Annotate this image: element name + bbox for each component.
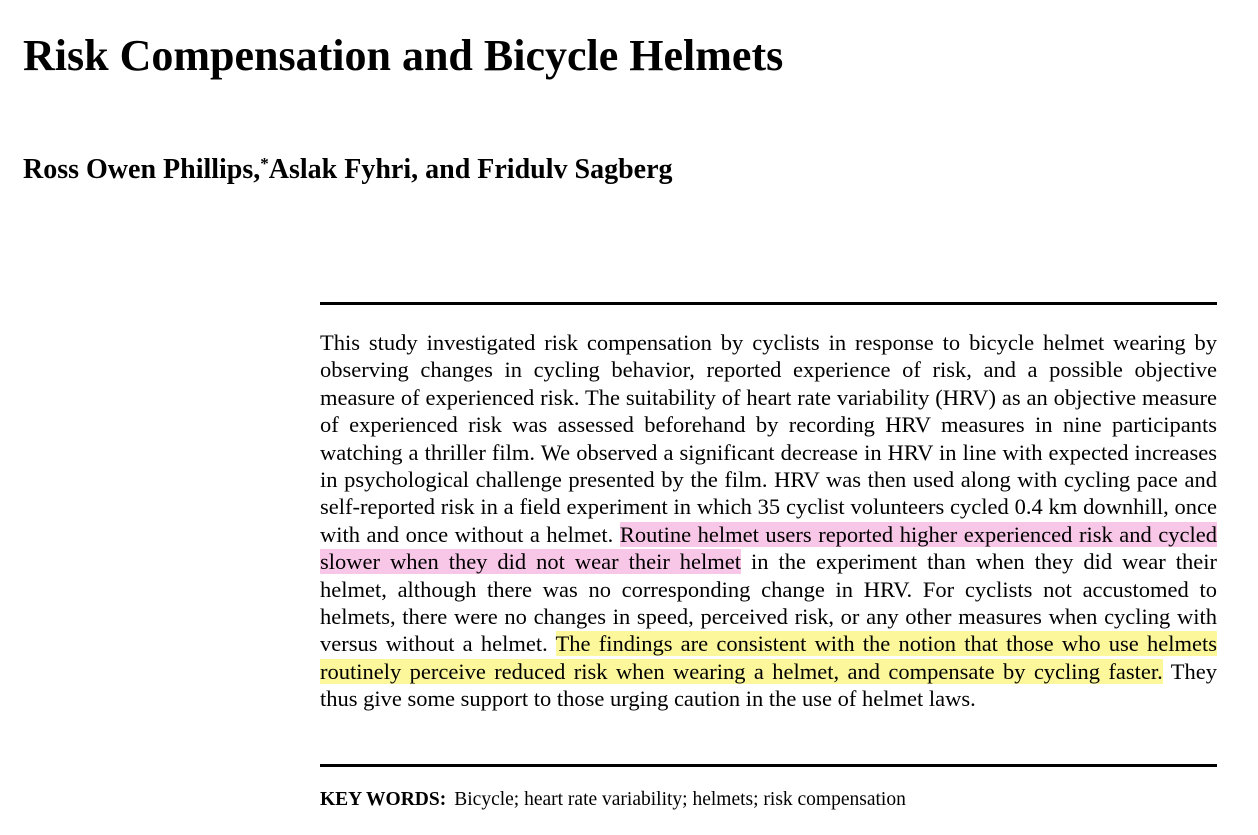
abstract-text [320,329,1217,713]
abstract-bottom-rule [320,764,1217,767]
keywords-list: Bicycle; heart rate variability; helmets; risk compensation [454,789,906,810]
author-names-rest: Aslak Fyhri, and Fridulv Sagberg [268,154,673,185]
highlighted-text-yellow: The findings are consistent with the notion that those who use helmets routinely perceive reduced risk when wearing a helmet, and compensate by cycling faster. [320,631,1217,684]
abstract-segment: They thus give some support to those urging caution in the use of helmet laws. [320,658,1218,712]
abstract-segment: in the experiment than when they did wear their helmet, although there was no corresponding change in HRV. For cyclists not accustomed to helmets, there were no changes in speed, perceived risk, or any other measures when cycling with versus without a helmet. [320,549,1217,657]
abstract-segment: This study investigated risk compensation by cyclists in response to bicycle helmet wearing by observing changes in cycling behavior, reported experience of risk, and a possible objective measure of experienced risk. The suitability of heart rate variability (HRV) as an objective measure of experienced risk was assessed beforehand by recording HRV measures in nine participants watching a thriller film. We observed a significant decrease in HRV in line with expected increases in psychological challenge presented by the film. HRV was then used along with cycling pace and self-reported risk in a field experiment in which 35 cyclist volunteers cycled 0.4 km downhill, once with and once without a helmet. [320,330,1217,547]
author-names-first: Ross Owen Phillips, [23,154,261,185]
corresponding-author-mark: * [260,154,269,173]
paper-title: Risk Compensation and Bicycle Helmets [23,31,784,80]
keywords-label: KEY WORDS: [320,789,447,810]
author-list [23,152,673,188]
abstract-top-rule [320,302,1217,305]
highlighted-text-pink: Routine helmet users reported higher experienced risk and cycled slower when they did not wear their helmet [320,521,1217,575]
keywords-line [320,787,906,813]
